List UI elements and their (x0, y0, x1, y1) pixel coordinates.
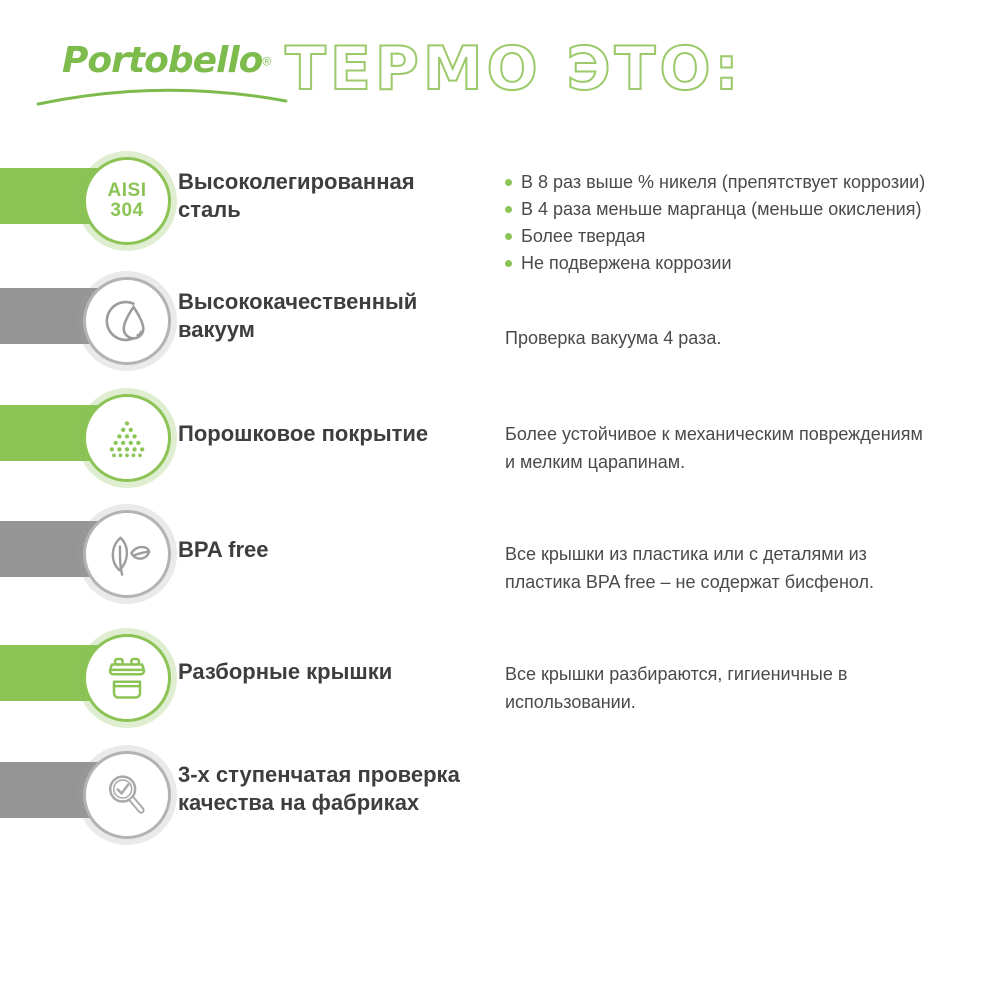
registered-mark: ® (262, 54, 272, 69)
bullet-dot-icon (505, 233, 512, 240)
quality-icon-circle (83, 751, 171, 839)
bullet-dot-icon (505, 179, 512, 186)
lids-icon-circle (83, 634, 171, 722)
row-title-bpa: BPA free (178, 537, 269, 562)
bullet-item (505, 196, 995, 223)
bullet-item (505, 250, 995, 277)
powder-icon-circle (83, 394, 171, 482)
aisi-304-label: AISI 304 (107, 180, 147, 221)
powder-description: Более устойчивое к механическим повреждениям и мелким царапинам. (505, 424, 923, 472)
row-title-vacuum: Высококачественный вакуум (178, 289, 418, 342)
lids-description: Все крышки разбираются, гигиеничные в использовании. (505, 664, 848, 712)
bpa-icon-circle (83, 510, 171, 598)
logo-swoosh (34, 88, 290, 108)
bullet-item (505, 169, 995, 196)
brand-name: Portobello (62, 40, 263, 81)
steel-bullet-list (505, 169, 995, 277)
magnifier-check-icon (101, 769, 153, 821)
bullet-text: Не подвержена коррозии (521, 253, 732, 273)
bullet-dot-icon (505, 206, 512, 213)
powder-dots-icon (101, 412, 153, 464)
row-title-quality: 3-х ступенчатая проверка качества на фабриках (178, 762, 460, 815)
bullet-text: В 4 раза меньше марганца (меньше окисления) (521, 199, 922, 219)
row-title-steel: Высоколегированная сталь (178, 169, 415, 222)
row-title-powder: Порошковое покрытие (178, 421, 429, 446)
page-title: ТЕРМО ЭТО: (285, 34, 743, 104)
bpa-description: Все крышки из пластика или с деталями из пластика BPA free – не содержат бисфенол. (505, 544, 874, 592)
bullet-text: Более твердая (521, 226, 646, 246)
lid-parts-icon (101, 652, 153, 704)
leaves-icon (101, 528, 153, 580)
vacuum-description: Проверка вакуума 4 раза. (505, 328, 722, 348)
bullet-item (505, 223, 995, 250)
bullet-text: В 8 раз выше % никеля (препятствует коррозии) (521, 172, 926, 192)
vacuum-icon-circle (83, 277, 171, 365)
water-drop-icon (101, 295, 153, 347)
bullet-dot-icon (505, 260, 512, 267)
aisi-304-badge (83, 157, 171, 245)
row-title-lids: Разборные крышки (178, 659, 393, 684)
brand-logo (62, 40, 272, 81)
